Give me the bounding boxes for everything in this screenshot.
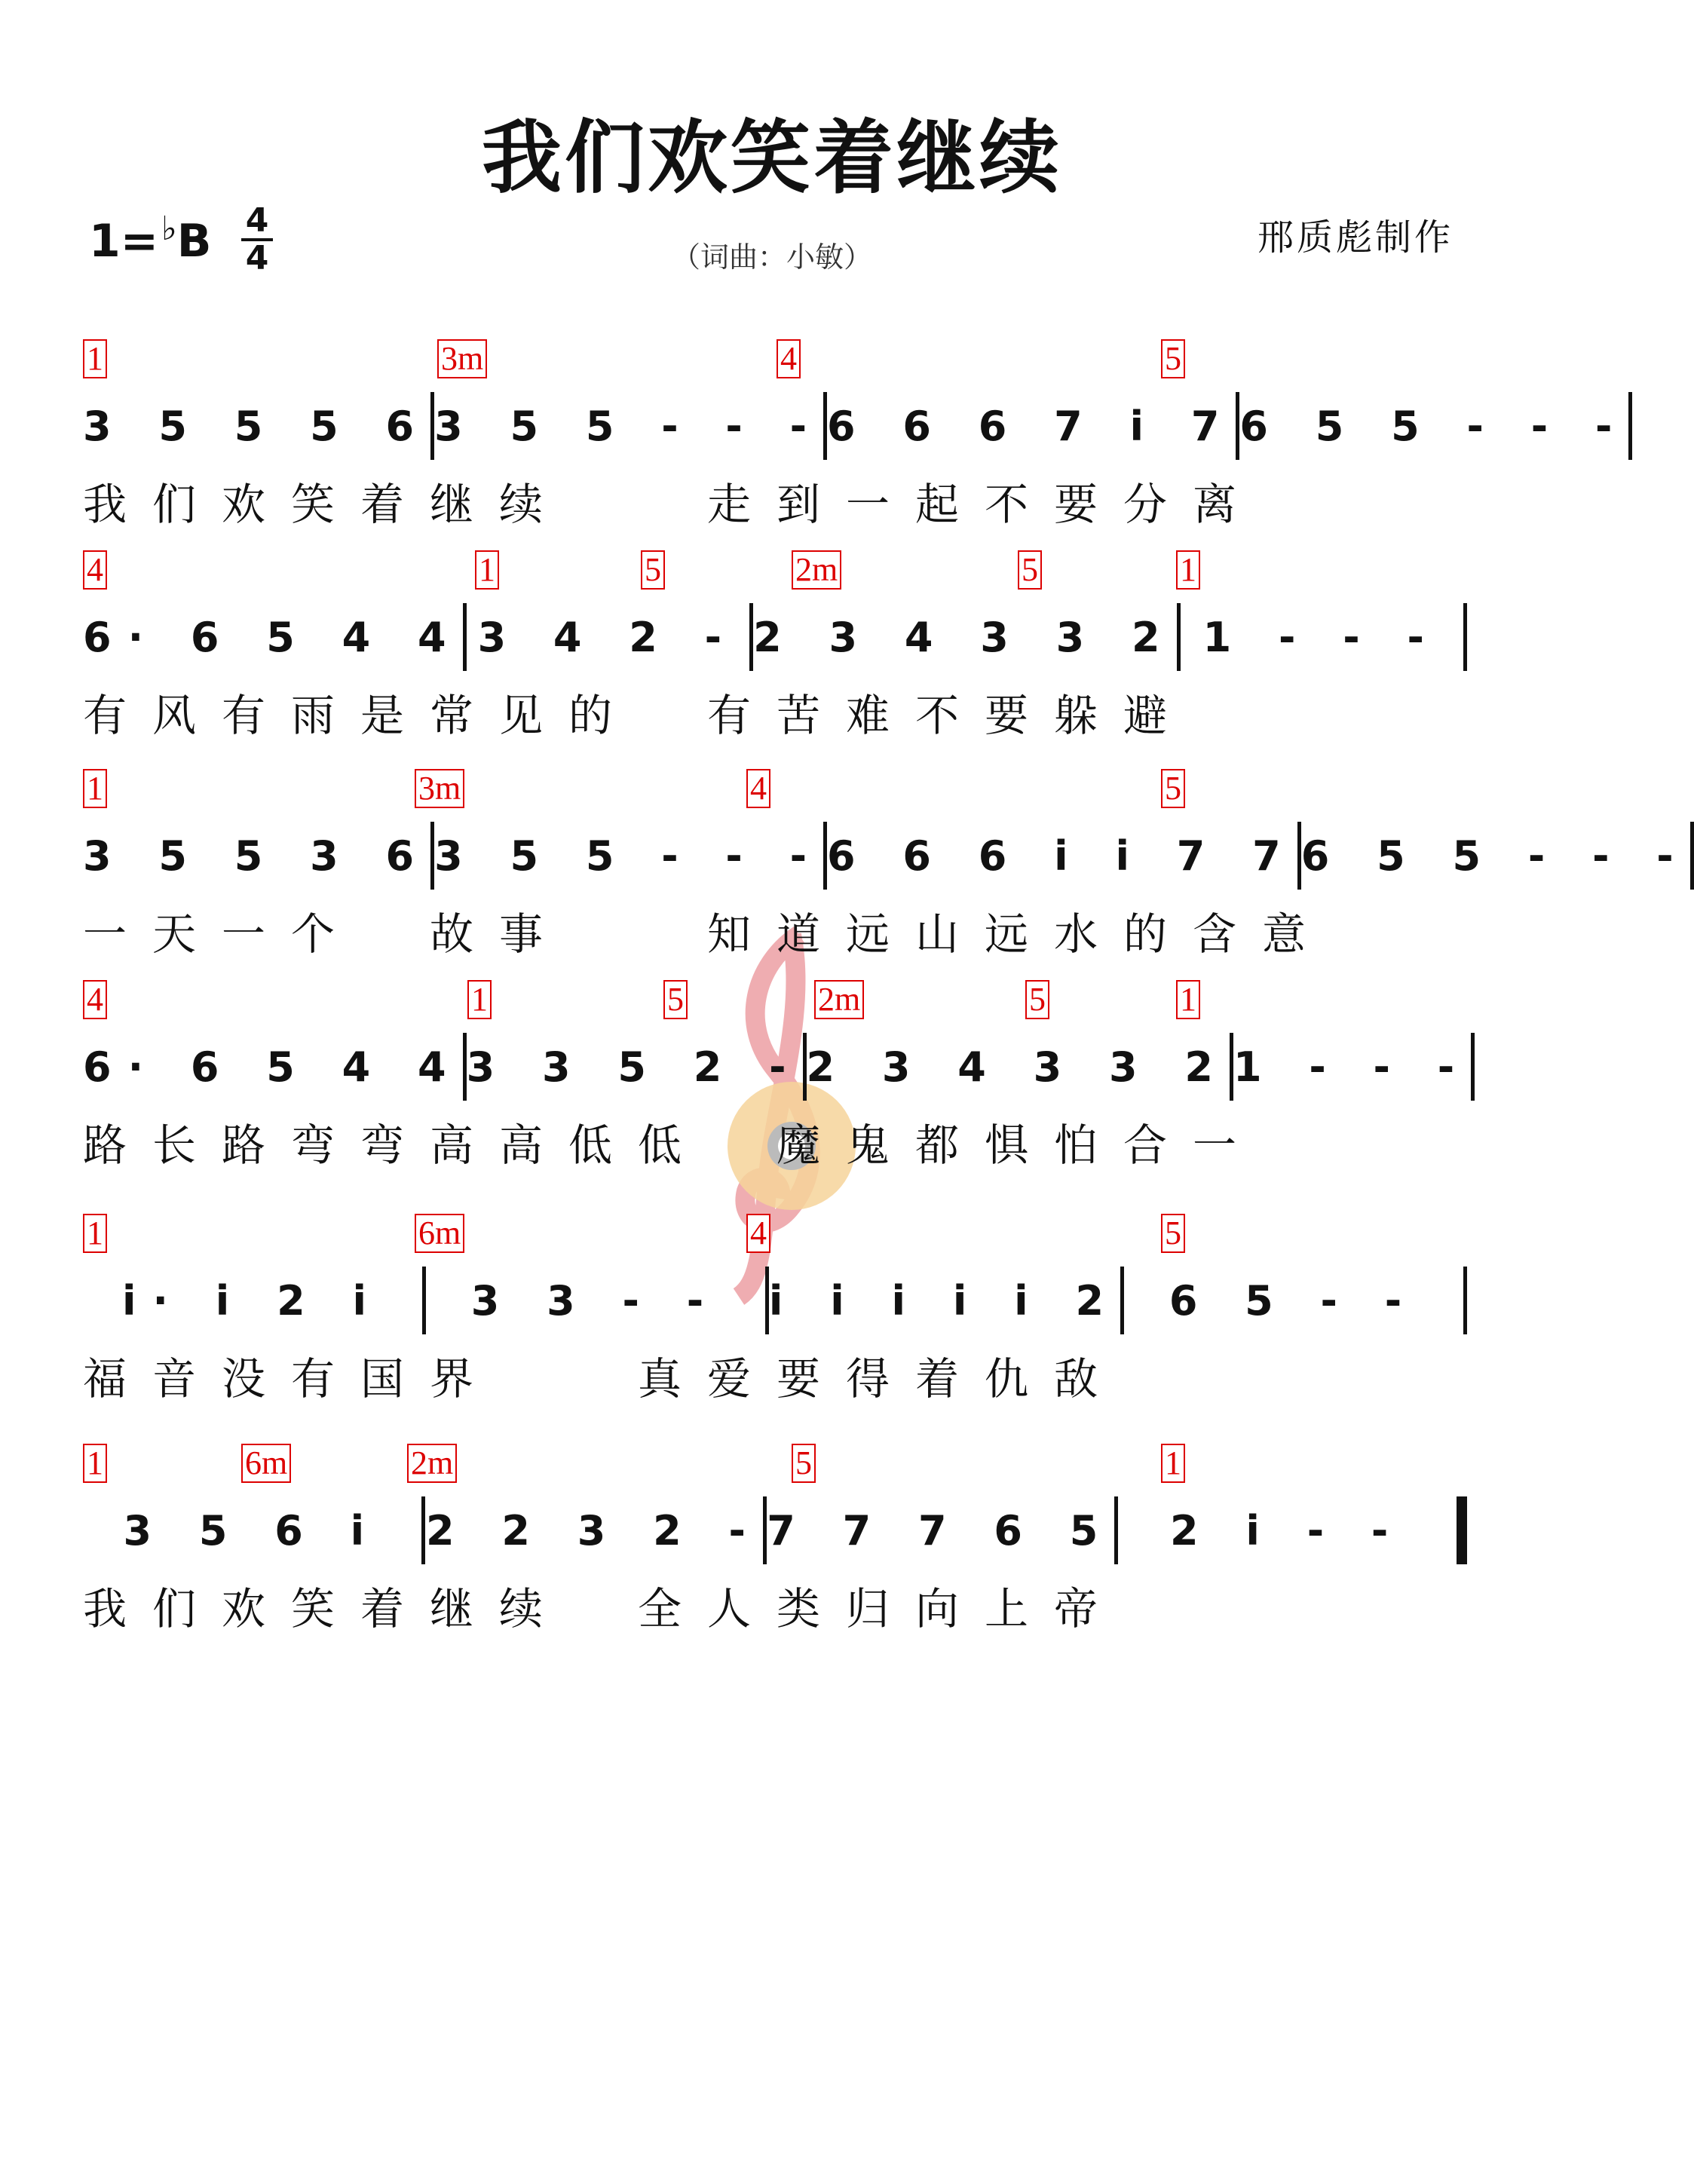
measure: 7 7 7 6 5 (767, 1506, 1115, 1555)
barline (1690, 822, 1694, 890)
chord-box: 1 (83, 1444, 107, 1483)
staff-row (83, 980, 1472, 1171)
chord-box: 5 (663, 980, 688, 1019)
measure: 1 - - - (1233, 1043, 1472, 1091)
chord-box: 6m (241, 1444, 291, 1483)
chord-box: 4 (83, 980, 107, 1019)
measure: 6 6 6 7 i 7 (827, 402, 1236, 450)
lyrics-line: 路长路弯弯高高低低 魔鬼都惧怕合一 (83, 1120, 1263, 1171)
measure: 1 - - - (1202, 613, 1441, 661)
chord-box: 1 (467, 980, 492, 1019)
measure: 3 5 5 3 6 (83, 832, 431, 880)
measure: 2 i - - (1170, 1506, 1405, 1555)
barline (1463, 603, 1467, 671)
staff-row (83, 339, 1629, 530)
staff-row (83, 1214, 1467, 1404)
staff-row (83, 550, 1467, 741)
chord-box: 2m (814, 980, 864, 1019)
measure: i i i i i 2 (768, 1276, 1121, 1325)
chord-box: 1 (1161, 1444, 1185, 1483)
measure: i· i 2 i (121, 1276, 383, 1325)
chord-box: 3m (437, 339, 487, 378)
chord-box: 5 (1161, 769, 1185, 808)
measure: 2 3 4 3 3 2 (753, 613, 1177, 661)
chord-box: 1 (475, 550, 499, 590)
measure: 3 5 5 - - - (434, 402, 824, 450)
barline (1471, 1033, 1475, 1101)
measure: 6· 6 5 4 4 (83, 1043, 463, 1091)
chord-box: 5 (1018, 550, 1042, 590)
measure: 6 5 5 - - - (1300, 832, 1690, 880)
chord-box: 2m (792, 550, 841, 590)
measure: 6· 6 5 4 4 (83, 613, 463, 661)
measure: 2 3 4 3 3 2 (806, 1043, 1230, 1091)
chord-box: 4 (777, 339, 801, 378)
barline (1457, 1496, 1467, 1564)
barline (1463, 1267, 1467, 1334)
chord-box: 4 (746, 769, 770, 808)
chord-box: 5 (1161, 339, 1185, 378)
chord-box: 4 (83, 550, 107, 590)
chord-box: 6m (415, 1214, 464, 1253)
credit-line: （词曲：小敏） (671, 240, 872, 274)
flat-sign: ♭ (161, 210, 177, 248)
chord-box: 2m (407, 1444, 457, 1483)
key-note: B (176, 215, 212, 268)
chord-box: 4 (746, 1214, 770, 1253)
lyrics-line: 福音没有国界 真爱要得着仇敌 (83, 1353, 1124, 1404)
measure: 3 3 - - (470, 1276, 721, 1325)
measure: 3 4 2 - (477, 613, 739, 661)
staff-row (83, 769, 1690, 960)
chord-box: 5 (792, 1444, 816, 1483)
measure: 3 5 5 - - - (434, 832, 824, 880)
chord-box: 1 (83, 769, 107, 808)
chord-box: 1 (1176, 980, 1200, 1019)
measure: 3 5 5 5 6 (83, 402, 431, 450)
staff-row (83, 1444, 1467, 1634)
song-title: 我们欢笑着继续 (482, 110, 1062, 204)
lyrics-line: 我们欢笑着继续 走到一起不要分离 (83, 479, 1263, 530)
author-credit: 邢质彪制作 (1257, 216, 1454, 259)
lyrics-line: 一天一个 故事 知道远山远水的含意 (83, 908, 1332, 960)
chord-box: 5 (641, 550, 665, 590)
measure: 3 5 6 i (123, 1506, 381, 1555)
measure: 6 5 5 - - - (1239, 402, 1629, 450)
key-prefix: 1= (89, 215, 159, 268)
time-bottom: 4 (245, 239, 269, 277)
measure: 3 3 5 2 - (466, 1043, 803, 1091)
lyrics-line: 我们欢笑着继续 全人类归向上帝 (83, 1583, 1124, 1634)
chord-box: 5 (1161, 1214, 1185, 1253)
lyrics-line: 有风有雨是常见的 有苦难不要躲避 (83, 690, 1193, 741)
measure: 2 2 3 2 - (426, 1506, 762, 1555)
barline (1628, 392, 1632, 460)
chord-box: 1 (1176, 550, 1200, 590)
chord-box: 3m (415, 769, 464, 808)
chord-box: 5 (1025, 980, 1049, 1019)
measure: 6 6 6 i i 7 7 (827, 832, 1297, 880)
chord-box: 1 (83, 339, 107, 378)
time-top: 4 (245, 201, 269, 240)
chord-box: 1 (83, 1214, 107, 1253)
measure: 6 5 - - (1169, 1276, 1419, 1325)
